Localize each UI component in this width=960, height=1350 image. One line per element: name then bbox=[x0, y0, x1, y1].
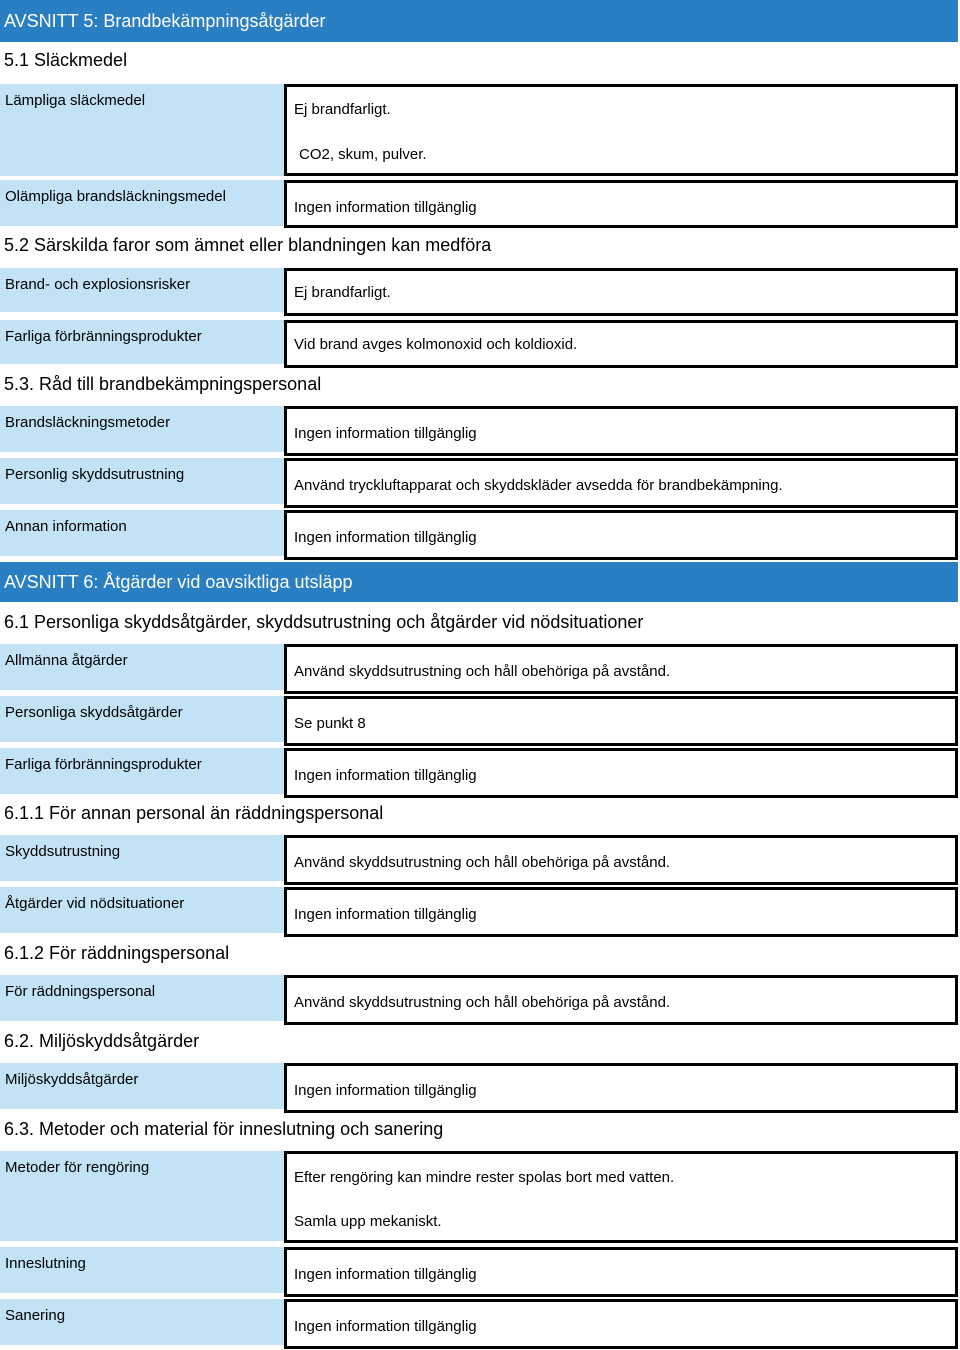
value-line-1: Efter rengöring kan mindre rester spolas bort med vatten. bbox=[294, 1169, 675, 1186]
row-label: Miljöskyddsåtgärder bbox=[0, 1063, 284, 1109]
row-value: Använd skyddsutrustning och håll obehöriga på avstånd. bbox=[284, 835, 958, 885]
row-label: Åtgärder vid nödsituationer bbox=[0, 887, 284, 933]
heading-5-3: 5.3. Råd till brandbekämpningspersonal bbox=[4, 374, 322, 394]
row-value: Ingen information tillgänglig bbox=[284, 1247, 958, 1297]
row-value: Ingen information tillgänglig bbox=[284, 748, 958, 798]
row-value: Ej brandfarligt. bbox=[284, 268, 958, 316]
row-value: Ingen information tillgänglig bbox=[284, 510, 958, 560]
row-label: För räddningspersonal bbox=[0, 975, 284, 1021]
row-label: Inneslutning bbox=[0, 1247, 284, 1293]
row-value: Se punkt 8 bbox=[284, 696, 958, 746]
section-6-header bbox=[0, 562, 958, 602]
heading-5-1: 5.1 Släckmedel bbox=[4, 50, 128, 70]
row-value: Använd tryckluftapparat och skyddskläder avsedda för brandbekämpning. bbox=[284, 458, 958, 508]
row-label: Farliga förbränningsprodukter bbox=[0, 320, 284, 364]
value-line-2: Samla upp mekaniskt. bbox=[294, 1213, 442, 1230]
row-label: Olämpliga brandsläckningsmedel bbox=[0, 180, 284, 226]
row-label: Allmänna åtgärder bbox=[0, 644, 284, 690]
row-value: Ingen information tillgänglig bbox=[284, 1063, 958, 1113]
row-value: Använd skyddsutrustning och håll obehöriga på avstånd. bbox=[284, 644, 958, 694]
row-value bbox=[284, 1151, 958, 1243]
row-value bbox=[284, 84, 958, 176]
row-label: Brandsläckningsmetoder bbox=[0, 406, 284, 452]
row-label: Lämpliga släckmedel bbox=[0, 84, 284, 176]
section-5-title: AVSNITT 5: Brandbekämpningsåtgärder bbox=[4, 10, 326, 31]
row-label: Metoder för rengöring bbox=[0, 1151, 284, 1241]
row-label: Personlig skyddsutrustning bbox=[0, 458, 284, 504]
value-line-2: CO2, skum, pulver. bbox=[299, 146, 427, 163]
heading-5-2: 5.2 Särskilda faror som ämnet eller blandningen kan medföra bbox=[4, 235, 492, 255]
heading-6-1-2: 6.1.2 För räddningspersonal bbox=[4, 943, 230, 963]
heading-6-1-1: 6.1.1 För annan personal än räddningspersonal bbox=[4, 803, 384, 823]
row-value: Ingen information tillgänglig bbox=[284, 887, 958, 937]
row-label: Sanering bbox=[0, 1299, 284, 1345]
row-value: Ingen information tillgänglig bbox=[284, 406, 958, 456]
heading-6-1: 6.1 Personliga skyddsåtgärder, skyddsutrustning och åtgärder vid nödsituationer bbox=[4, 612, 644, 632]
row-value: Vid brand avges kolmonoxid och koldioxid. bbox=[284, 320, 958, 368]
section-5-header bbox=[0, 0, 958, 42]
section-6-title: AVSNITT 6: Åtgärder vid oavsiktliga utsläpp bbox=[4, 571, 353, 592]
row-label: Skyddsutrustning bbox=[0, 835, 284, 881]
row-label: Farliga förbränningsprodukter bbox=[0, 748, 284, 794]
row-value: Ingen information tillgänglig bbox=[284, 1299, 958, 1349]
heading-6-2: 6.2. Miljöskyddsåtgärder bbox=[4, 1031, 200, 1051]
row-label: Personliga skyddsåtgärder bbox=[0, 696, 284, 742]
row-label: Annan information bbox=[0, 510, 284, 556]
heading-6-3: 6.3. Metoder och material för inneslutning och sanering bbox=[4, 1119, 444, 1139]
row-value: Ingen information tillgänglig bbox=[284, 180, 958, 228]
value-line-1: Ej brandfarligt. bbox=[294, 101, 391, 118]
row-value: Använd skyddsutrustning och håll obehöriga på avstånd. bbox=[284, 975, 958, 1025]
row-label: Brand- och explosionsrisker bbox=[0, 268, 284, 312]
